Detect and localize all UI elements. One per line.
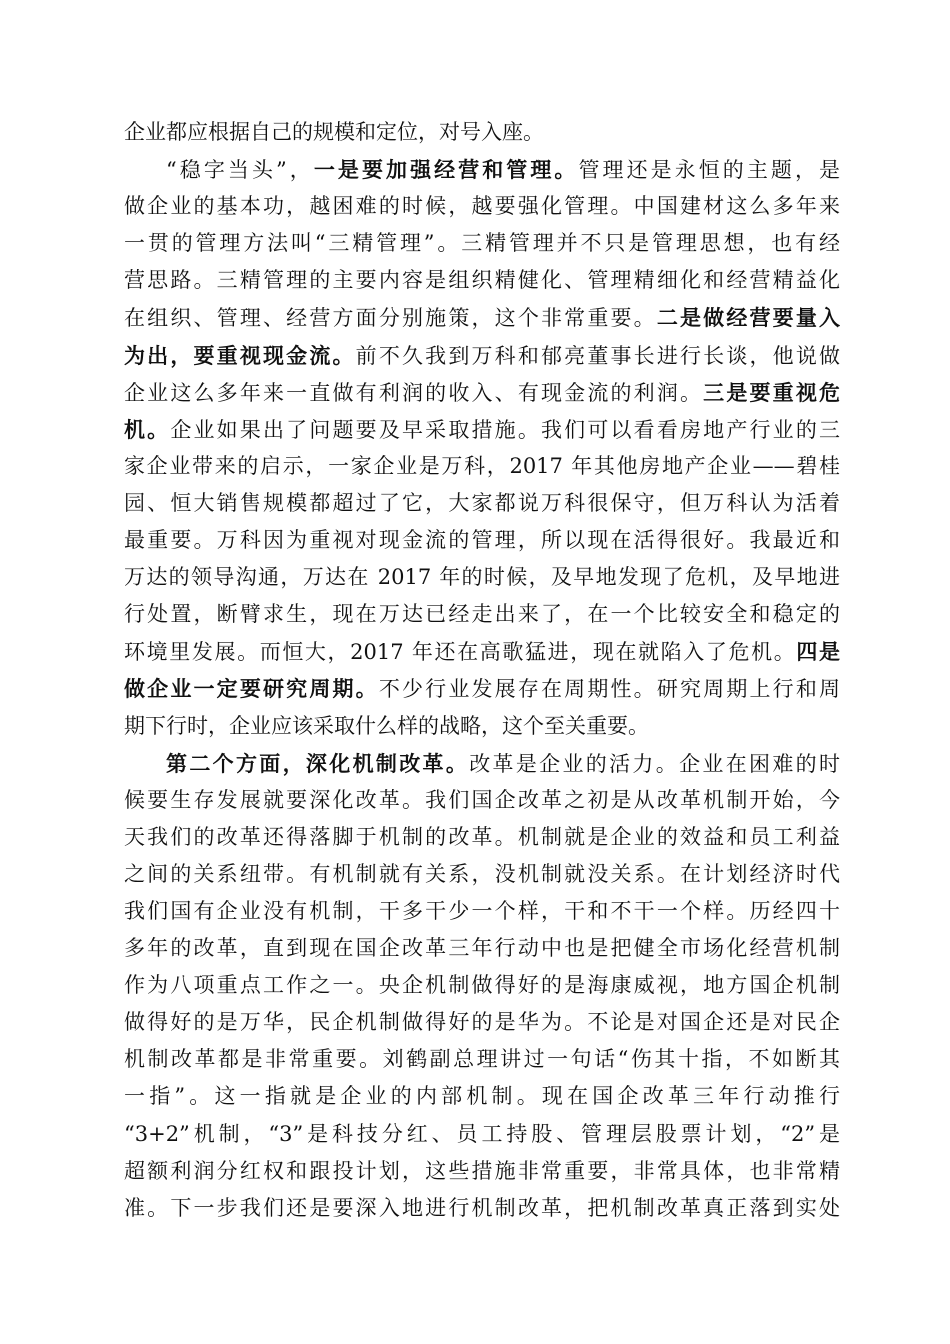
bold-run: 第二个方面，深化机制改革。 [166,750,470,776]
text-line [124,114,840,151]
text-line [124,819,840,856]
text-run: 期下行时，企业应该采取什么样的战略，这个至关重要。 [124,713,649,738]
text-line [124,522,840,559]
text-run: 天我们的改革还得落脚于机制的改革。机制就是企业的效益和员工利益 [124,824,840,849]
bold-run: 三是要重视危 [703,379,841,405]
text-line [124,337,840,374]
body-text [124,114,840,1227]
text-line [124,188,840,225]
text-line [124,374,840,411]
text-line [124,930,840,967]
text-line [124,448,840,485]
text-run: 准。下一步我们还是要深入地进行机制改革，把机制改革真正落到实处 [124,1195,840,1220]
text-line [124,411,840,448]
text-run: 候要生存发展就要深化改革。我们国企改革之初是从改革机制开始，今 [124,787,840,812]
text-run: 做企业的基本功，越困难的时候，越要强化管理。中国建材这么多年来 [124,194,840,219]
text-line [124,633,840,670]
text-run: “稳字当头”， [166,158,314,183]
text-run: 多年的改革，直到现在国企改革三年行动中也是把健全市场化经营机制 [124,936,840,961]
text-run: 做得好的是万华，民企机制做得好的是华为。不论是对国企还是对民企 [124,1010,840,1035]
text-run: 企业这么多年来一直做有利润的收入、有现金流的利润。 [124,380,704,405]
text-line [124,559,840,596]
text-line [124,1078,840,1115]
text-run: 最重要。万科因为重视对现金流的管理，所以现在活得很好。我最近和 [124,528,840,553]
bold-run: 四是 [796,639,840,665]
text-run: 环境里发展。而恒大，2017 年还在高歌猛进，现在就陷入了危机。 [124,640,797,665]
bold-run: 二是做经营要量入 [656,305,841,331]
text-run: 超额利润分红权和跟投计划，这些措施非常重要，非常具体，也非常精 [124,1158,840,1183]
text-run: 改革是企业的活力。企业在困难的时 [469,751,841,776]
text-line [124,1041,840,1078]
text-run: 一贯的管理方法叫“三精管理”。三精管理并不只是管理思想，也有经 [124,231,840,256]
text-run: “3+2”机制，“3”是科技分红、员工持股、管理层股票计划，“2”是 [124,1121,840,1146]
text-line [124,782,840,819]
bold-run: 机。 [124,416,171,442]
text-line [124,151,840,188]
text-run: 企业都应根据自己的规模和定位，对号入座。 [124,120,544,144]
text-run: 前不久我到万科和郁亮董事长进行长谈，他说做 [355,343,841,368]
bold-run: 做企业一定要研究周期。 [124,676,379,702]
text-line [124,1190,840,1227]
text-line [124,967,840,1004]
bold-run: 为出，要重视现金流。 [124,342,356,368]
text-line [124,262,840,299]
text-line [124,299,840,336]
text-line [124,596,840,633]
text-run: 机制改革都是非常重要。刘鹤副总理讲过一句话“伤其十指，不如断其 [124,1047,840,1072]
text-run: 家企业带来的启示，一家企业是万科，2017 年其他房地产企业——碧桂 [124,453,840,478]
text-line [124,485,840,522]
text-run: 作为八项重点工作之一。央企机制做得好的是海康威视，地方国企机制 [124,973,840,998]
text-line [124,1116,840,1153]
text-run: 行处置，断臂求生，现在万达已经走出来了，在一个比较安全和稳定的 [124,602,840,627]
text-run: 在组织、管理、经营方面分别施策，这个非常重要。 [124,306,657,331]
text-line [124,1153,840,1190]
text-run: 我们国有企业没有机制，干多干少一个样，干和不干一个样。历经四十 [124,898,840,923]
text-line [124,670,840,707]
text-line [124,745,840,782]
text-line [124,708,840,745]
text-line [124,893,840,930]
text-run: 园、恒大销售规模都超过了它，大家都说万科很保守，但万科认为活着 [124,490,840,515]
text-line [124,225,840,262]
text-run: 万达的领导沟通，万达在 2017 年的时候，及早地发现了危机，及早地进 [124,565,840,590]
text-line [124,856,840,893]
text-run: 一指”。这一指就是企业的内部机制。现在国企改革三年行动推行 [124,1084,840,1109]
text-run: 管理还是永恒的主题，是 [578,158,841,183]
text-run: 营思路。三精管理的主要内容是组织精健化、管理精细化和经营精益化 [124,268,840,293]
bold-run: 一是要加强经营和管理。 [313,157,579,183]
text-run: 之间的关系纽带。有机制就有关系，没机制就没关系。在计划经济时代 [124,861,840,886]
text-run: 企业如果出了问题要及早采取措施。我们可以看看房地产行业的三 [170,417,841,442]
text-line [124,1004,840,1041]
text-run: 不少行业发展存在周期性。研究周期上行和周 [378,677,841,702]
